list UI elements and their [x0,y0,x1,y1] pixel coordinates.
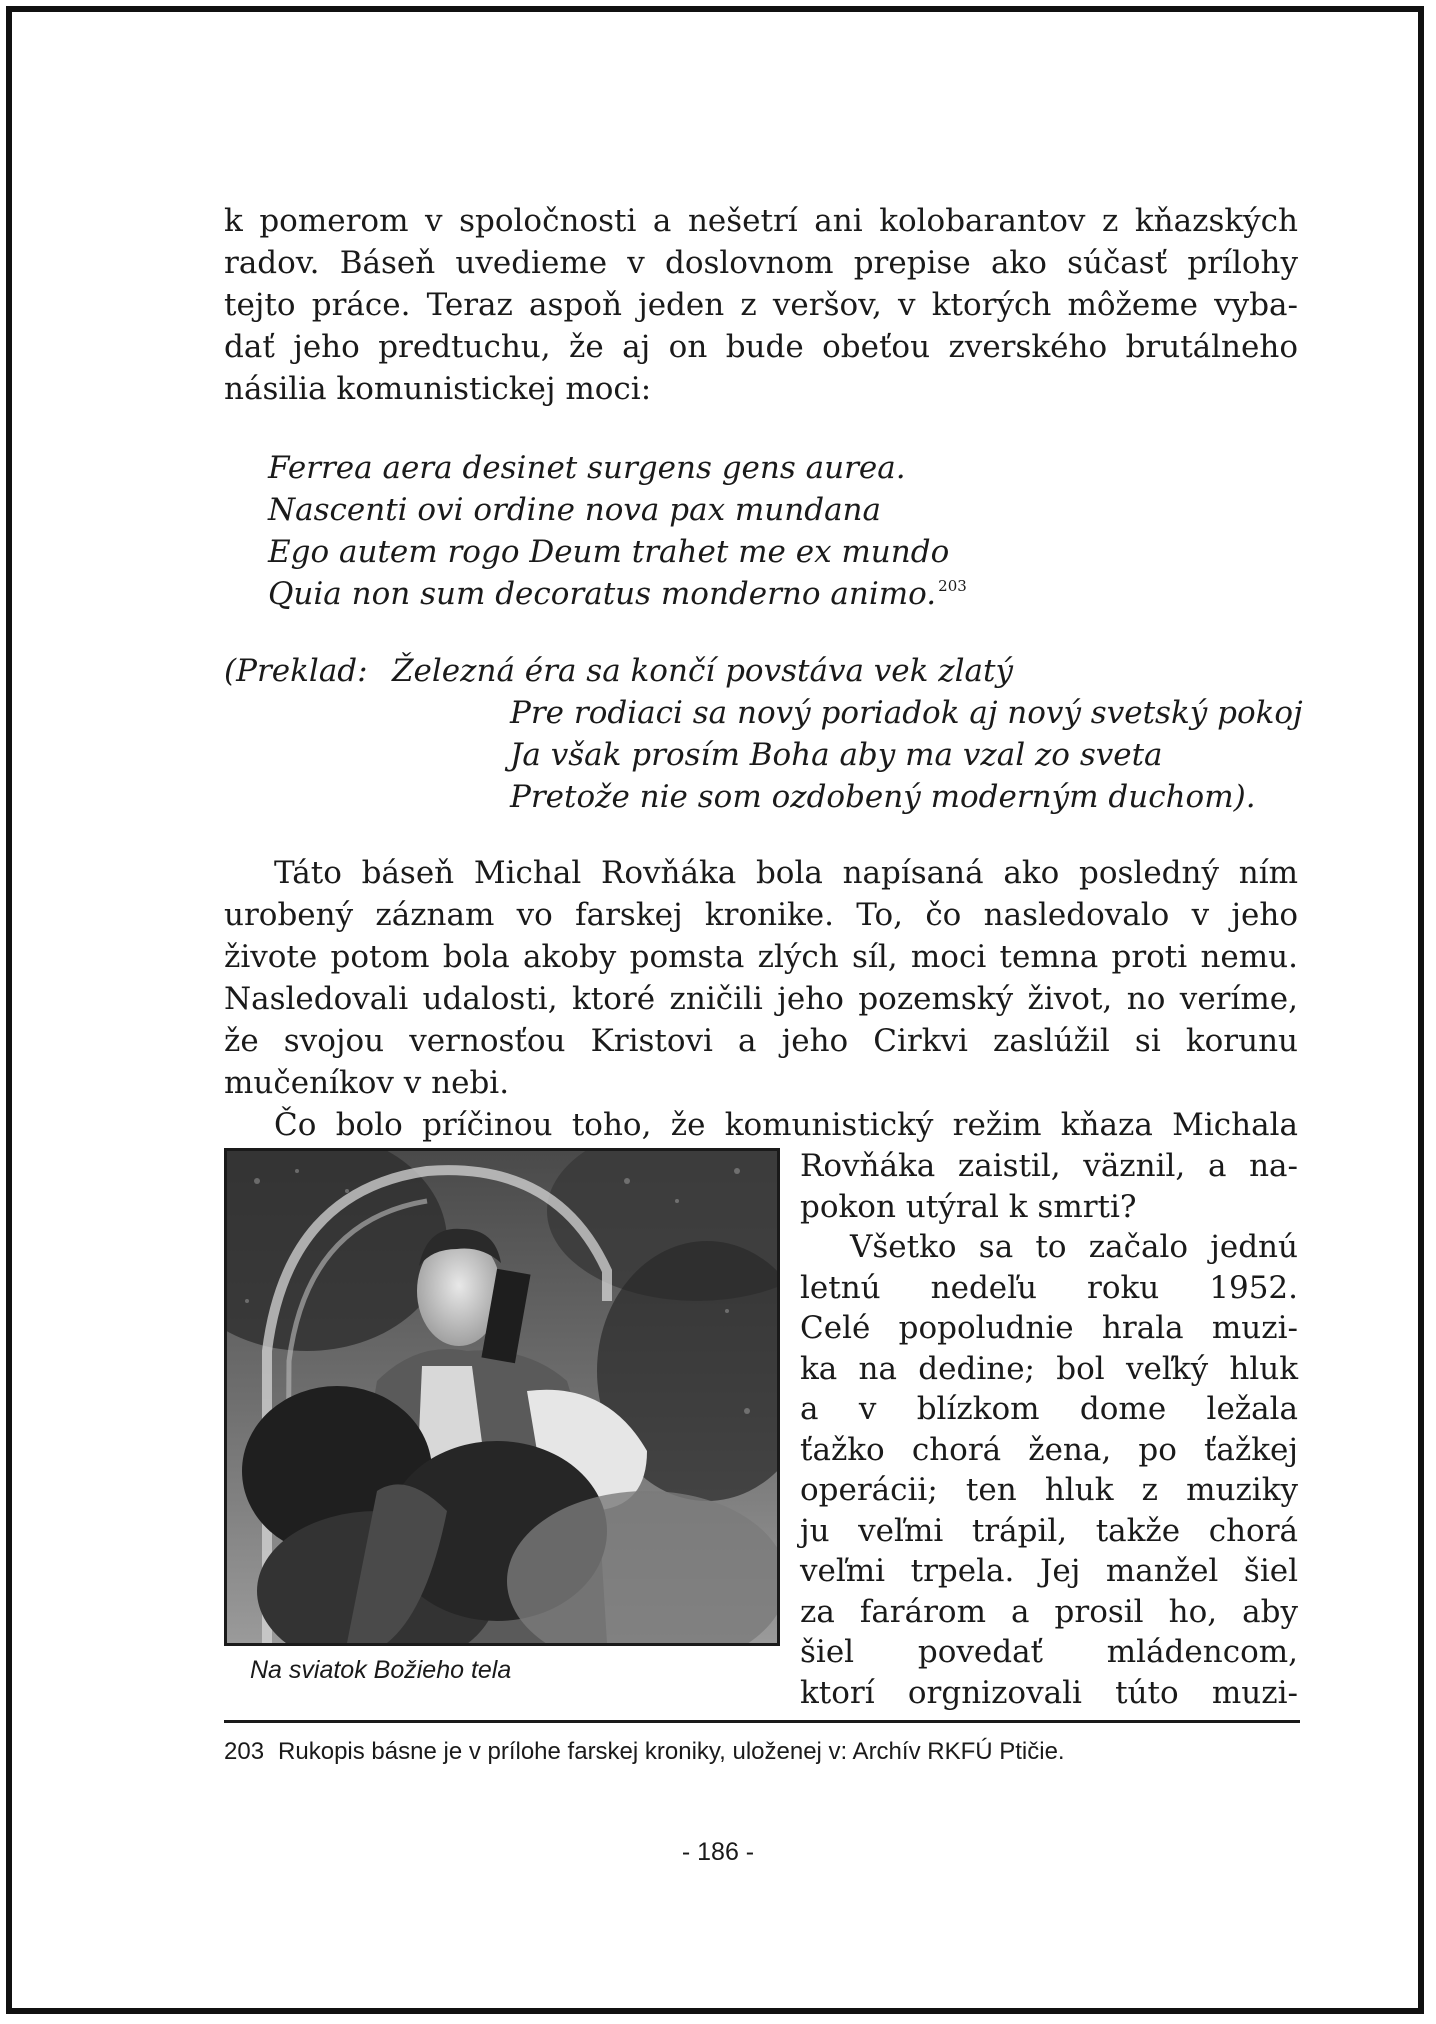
text-line: mučeníkov v nebi. [224,1065,510,1101]
photo-caption: Na sviatok Božieho tela [250,1656,512,1684]
text-line: veľmi trpela. Jej manžel šiel [800,1553,1298,1589]
translation-lead [224,650,368,692]
text-line: operácii; ten hluk z muziky [800,1472,1298,1508]
text-line: dať jeho predtuchu, že aj on bude obeťou zverského brutálneho [224,329,1298,365]
text-line: k pomerom v spoločnosti a nešetrí ani kolobarantov z kňazských [224,203,1298,239]
latin-poem [268,447,965,615]
translation-line: Železná éra sa končí povstáva vek zlatý [392,653,1013,689]
text-line: pokon utýral k smrti? [800,1188,1137,1225]
text-line: Táto báseň Michal Rovňáka bola napísaná ako posledný ním [274,855,1298,891]
text-line: ka na dedine; bol veľký hluk [800,1350,1298,1387]
text-line: Všetko sa to začalo jednú [850,1229,1298,1265]
text-line: ktorí orgnizovali túto muzi- [800,1674,1298,1711]
footnote-reference: 203 [938,577,967,595]
photo-icon [227,1151,777,1643]
text-line: že svojou vernosťou Kristovi a jeho Cirkvi zaslúžil si korunu [224,1023,1298,1059]
poem-line: Quia non sum decoratus monderno animo. [268,576,937,612]
text-line: urobený záznam vo farskej kronike. To, čo nasledovalo v jeho [224,897,1298,933]
text-line: Čo bolo príčinou toho, že komunistický režim kňaza Michala [274,1107,1298,1143]
poem-line: Ego autem rogo Deum trahet me ex mundo [268,534,950,570]
translation-line: Pre rodiaci sa nový poriadok aj nový svetský pokoj [510,695,1303,731]
text-line: ju veľmi trápil, takže chorá [800,1512,1298,1549]
text-line: tejto práce. Teraz aspoň jeden z veršov, v ktorých môžeme vyba- [224,287,1298,323]
footnote-divider [224,1720,1300,1723]
text-line: a v blízkom dome ležala [800,1391,1298,1427]
poem-line: Ferrea aera desinet surgens gens aurea. [268,450,906,486]
text-line: šiel povedať mládencom, [800,1634,1298,1670]
text-line: Celé popoludnie hrala muzi- [800,1310,1298,1346]
side-column [800,1146,1298,1713]
translation-line: Pretože nie som ozdobený moderným duchom). [510,779,1256,815]
text-line: násilia komunistickej moci: [224,371,652,407]
translation-block [392,650,1303,818]
text-line: letnú nedeľu roku 1952. [800,1269,1298,1306]
photo-priest [224,1148,780,1646]
text-line: za farárom a prosil ho, aby [800,1593,1298,1630]
footnote-text: Rukopis básne je v prílohe farskej kroniky, uloženej v: Archív RKFÚ Ptičie. [278,1738,1065,1765]
body-paragraph [224,852,1298,1104]
footnote [224,1738,1065,1766]
text-line: živote potom bola akoby pomsta zlých síl, moci temna proti nemu. [224,939,1298,975]
translation-line: Ja však prosím Boha aby ma vzal zo sveta [510,737,1163,773]
text-line: ťažko chorá žena, po ťažkej [800,1431,1298,1468]
question-paragraph [224,1104,1298,1146]
page-number: - 186 - [681,1838,755,1866]
text-line: radov. Báseň uvedieme v doslovnom prepise ako súčasť prílohy [224,245,1298,281]
footnote-number: 203 [224,1738,265,1765]
text-line: Rovňáka zaistil, väznil, a na- [800,1148,1298,1184]
intro-paragraph [224,200,1298,410]
poem-line: Nascenti ovi ordine nova pax mundana [268,492,882,528]
translation-label: (Preklad: [224,653,368,689]
text-line: Nasledovali udalosti, ktoré zničili jeho pozemský život, no veríme, [224,981,1298,1017]
